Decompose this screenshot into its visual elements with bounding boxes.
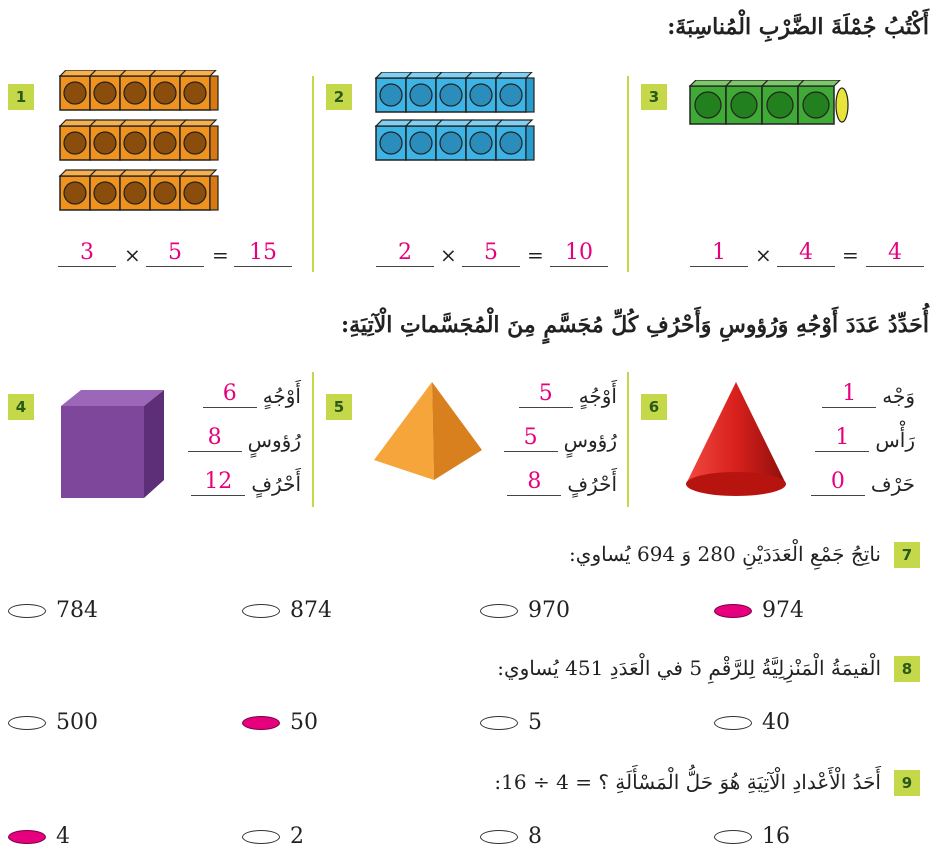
radio-oval-icon[interactable]	[480, 604, 518, 618]
orange-cube-rows	[56, 70, 226, 215]
cone-faces-label: وَجْه	[882, 384, 915, 408]
badge-9: 9	[894, 770, 920, 796]
pyramid-edges-value[interactable]: 8	[507, 469, 561, 496]
cube-faces-row	[203, 378, 301, 408]
q9-option-1[interactable]	[8, 824, 70, 849]
eq1-factor-a[interactable]: 3	[58, 240, 116, 267]
cone-edges-row	[811, 466, 915, 496]
eq1-times: ×	[124, 243, 141, 267]
badge-4: 4	[8, 394, 34, 420]
q7-option-2[interactable]	[242, 598, 332, 623]
badge-8: 8	[894, 656, 920, 682]
cone-faces-value[interactable]: 1	[822, 381, 876, 408]
cone-faces-row	[822, 378, 915, 408]
radio-oval-icon[interactable]	[714, 716, 752, 730]
cube-faces-label: أَوْجُهٍ	[262, 384, 301, 408]
eq2-result[interactable]: 10	[550, 240, 608, 267]
eq2-times: ×	[440, 243, 457, 267]
option-label: 8	[528, 824, 542, 849]
eq1-equals: =	[212, 243, 229, 267]
badge-3: 3	[641, 84, 667, 110]
q7-option-4[interactable]	[714, 598, 804, 623]
eq3-times: ×	[755, 243, 772, 267]
q8-option-3[interactable]	[480, 710, 542, 735]
option-label: 40	[762, 710, 790, 735]
pyramid-shape	[372, 380, 484, 482]
cube-edges-value[interactable]: 12	[191, 469, 245, 496]
option-label: 500	[56, 710, 98, 735]
eq3-result[interactable]: 4	[866, 240, 924, 267]
option-label: 16	[762, 824, 790, 849]
radio-oval-icon[interactable]	[480, 830, 518, 844]
eq3-factor-b[interactable]: 4	[777, 240, 835, 267]
option-label: 5	[528, 710, 542, 735]
cone-edges-label: حَرْف	[870, 472, 915, 496]
radio-oval-icon[interactable]	[242, 830, 280, 844]
q7-option-1[interactable]	[8, 598, 98, 623]
pyramid-edges-row	[507, 466, 617, 496]
option-label: 784	[56, 598, 98, 623]
radio-oval-selected-icon[interactable]	[8, 830, 46, 844]
cone-vertices-row	[815, 422, 915, 452]
q9-option-3[interactable]	[480, 824, 542, 849]
radio-oval-selected-icon[interactable]	[242, 716, 280, 730]
option-label: 50	[290, 710, 318, 735]
option-label: 974	[762, 598, 804, 623]
q8-option-4[interactable]	[714, 710, 790, 735]
radio-oval-icon[interactable]	[242, 604, 280, 618]
q9-option-2[interactable]	[242, 824, 304, 849]
badge-6: 6	[641, 394, 667, 420]
pyramid-faces-row	[519, 378, 617, 408]
q8-option-2[interactable]	[242, 710, 318, 735]
q9-option-4[interactable]	[714, 824, 790, 849]
radio-oval-icon[interactable]	[480, 716, 518, 730]
exercise2-heading: أُحَدِّدُ عَدَدَ أَوْجُهِ وَرُؤوسِ وَأَحْرُفِ كُلِّ مُجَسَّمٍ مِنَ الْمُجَسَّماتِ الْآتِيَةِ:	[341, 312, 929, 338]
badge-2: 2	[326, 84, 352, 110]
green-cube-row	[688, 80, 858, 130]
q7-option-3[interactable]	[480, 598, 570, 623]
badge-5: 5	[326, 394, 352, 420]
cube-vertices-label: رُؤوسٍ	[247, 428, 301, 452]
radio-oval-icon[interactable]	[8, 716, 46, 730]
cube-vertices-row	[188, 422, 301, 452]
option-label: 2	[290, 824, 304, 849]
divider-4-5	[312, 372, 314, 507]
eq2-factor-b[interactable]: 5	[462, 240, 520, 267]
question-8-text: الْقيمَةُ الْمَنْزِلِيَّةُ لِلرَّقْمِ 5 في الْعَدَدِ 451 يُساوي:	[497, 656, 881, 680]
q8-option-1[interactable]	[8, 710, 98, 735]
radio-oval-icon[interactable]	[714, 830, 752, 844]
badge-1: 1	[8, 84, 34, 110]
radio-oval-selected-icon[interactable]	[714, 604, 752, 618]
badge-7: 7	[894, 542, 920, 568]
cube-vertices-value[interactable]: 8	[188, 425, 242, 452]
eq2-factor-a[interactable]: 2	[376, 240, 434, 267]
divider-1-2	[312, 76, 314, 272]
pyramid-vertices-label: رُؤوسٍ	[563, 428, 617, 452]
exercise1-heading: أَكْتُبُ جُمْلَةَ الضَّرْبِ الْمُناسِبَةَ:	[667, 14, 929, 40]
eq3-equals: =	[842, 243, 859, 267]
divider-2-3	[627, 76, 629, 272]
blue-cube-rows	[372, 72, 542, 167]
eq1-factor-b[interactable]: 5	[146, 240, 204, 267]
option-label: 4	[56, 824, 70, 849]
cube-shape	[56, 388, 166, 503]
eq3-factor-a[interactable]: 1	[690, 240, 748, 267]
eq1-result[interactable]: 15	[234, 240, 292, 267]
cone-shape	[684, 380, 790, 500]
eq2-equals: =	[527, 243, 544, 267]
cone-edges-value[interactable]: 0	[811, 469, 865, 496]
cone-vertices-value[interactable]: 1	[815, 425, 869, 452]
pyramid-faces-label: أَوْجُهٍ	[578, 384, 617, 408]
cube-faces-value[interactable]: 6	[203, 381, 257, 408]
option-label: 970	[528, 598, 570, 623]
radio-oval-icon[interactable]	[8, 604, 46, 618]
pyramid-vertices-value[interactable]: 5	[504, 425, 558, 452]
question-9-text: أَحَدُ الْأَعْدادِ الْآتِيَةِ هُوَ حَلُّ الْمَسْأَلَةِ ؟ = 4 ÷ 16:	[494, 770, 881, 794]
pyramid-vertices-row	[504, 422, 617, 452]
cube-edges-label: أَحْرُفٍ	[251, 472, 301, 496]
pyramid-faces-value[interactable]: 5	[519, 381, 573, 408]
cube-edges-row	[191, 466, 301, 496]
pyramid-edges-label: أَحْرُفٍ	[567, 472, 617, 496]
question-7-text: ناتِجُ جَمْعِ الْعَدَدَيْنِ 280 وَ 694 يُساوي:	[569, 542, 881, 566]
option-label: 874	[290, 598, 332, 623]
cone-vertices-label: رَأْس	[875, 428, 915, 452]
divider-5-6	[627, 372, 629, 507]
